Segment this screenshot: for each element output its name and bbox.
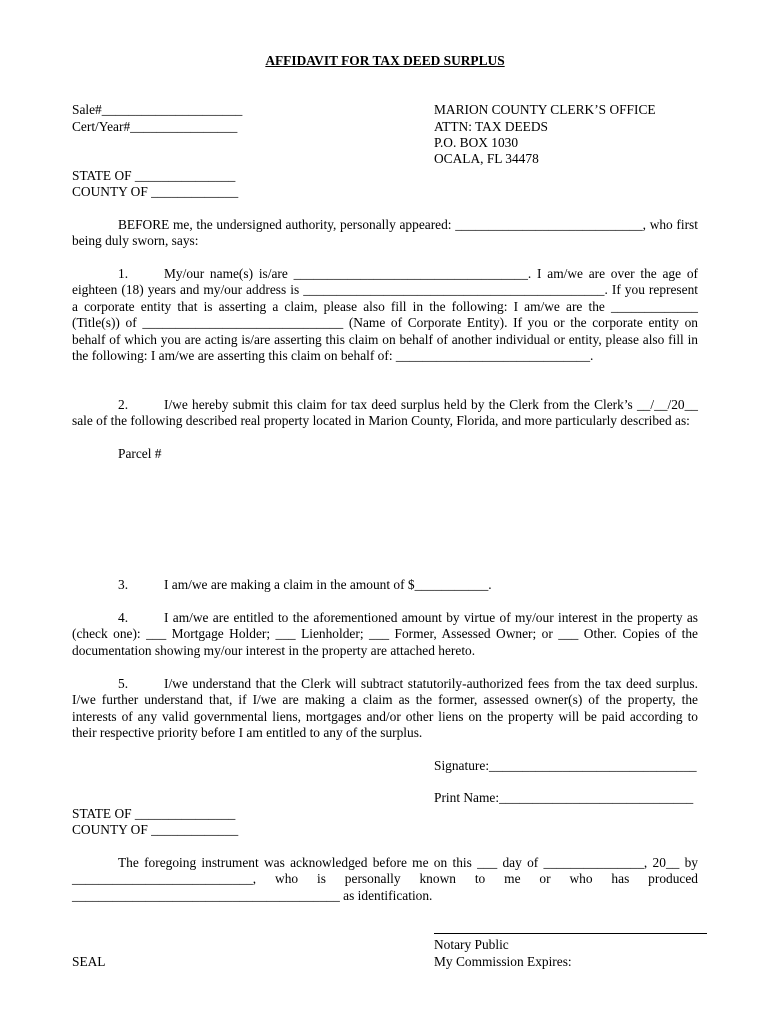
paragraph-1 — [72, 266, 698, 364]
cert-year-field[interactable]: Cert/Year#________________ — [72, 119, 238, 134]
paragraph-2 — [72, 397, 698, 430]
state-of-field[interactable]: STATE OF _______________ — [72, 168, 236, 183]
paragraph-1-text: My/our name(s) is/are ___________________________________. I am/we are over the age of eighteen (18) years and my/our address is _____________________________________________. If you represent a corporate entity that is asserting a claim, please also fill in the following: I am/we are the _____________ (Title(s)) of ______________________________ (Name of Corporate Entity). If you or the corporate entity on behalf of which you are acting is/are asserting this claim on behalf of another individual or entity, please also fill in the following: I am/we are asserting this claim on behalf of: _____________________________. — [72, 266, 698, 364]
notary-public-label: Notary Public — [434, 937, 509, 952]
commission-expires-label: My Commission Expires: — [434, 954, 572, 969]
acknowledgment-paragraph — [72, 855, 698, 904]
seal-label: SEAL — [72, 954, 106, 969]
paragraph-4-text: I am/we are entitled to the aforementioned amount by virtue of my/our interest in the property as (check one): ___ Mortgage Holder; ___ Lienholder; ___ Former, Assessed Owner; or ___ Other. Copies of the documentation showing my/our interest in the property are attached hereto. — [72, 610, 698, 658]
address-line-3: P.O. BOX 1030 — [434, 135, 519, 150]
address-line-2: ATTN: TAX DEEDS — [434, 119, 548, 134]
parcel-label: Parcel # — [118, 446, 162, 461]
paragraph-5-text: I/we understand that the Clerk will subtract statutorily-authorized fees from the tax deed surplus. I/we further understand that, if I/we are making a claim as the former, assessed owner(s) of the property, the interests of any valid governmental liens, mortgages and/or other liens on the property will be paid according to their respective priority before I am entitled to any of the surplus. — [72, 676, 698, 741]
address-line-4: OCALA, FL 34478 — [434, 151, 539, 166]
paragraph-3 — [72, 577, 698, 593]
paragraph-2-number: 2. — [118, 397, 129, 412]
intro-paragraph — [72, 217, 698, 250]
address-line-1: MARION COUNTY CLERK’S OFFICE — [434, 102, 656, 117]
signature-field[interactable]: Signature:_______________________________ — [434, 758, 697, 773]
document-title: AFFIDAVIT FOR TAX DEED SURPLUS — [265, 53, 505, 68]
paragraph-1-number: 1. — [118, 266, 129, 281]
notary-state-of-field[interactable]: STATE OF _______________ — [72, 806, 236, 821]
notary-signature-line[interactable] — [434, 933, 707, 934]
notary-county-of-field[interactable]: COUNTY OF _____________ — [72, 822, 239, 837]
acknowledgment-text: The foregoing instrument was acknowledged before me on this ___ day of _______________, 20__ by ___________________________, who is personally known to me or who has produced ________________________________________ as identification. — [72, 855, 698, 903]
intro-text: BEFORE me, the undersigned authority, personally appeared: ____________________________, who first being duly sworn, says: — [72, 217, 698, 249]
sale-field[interactable]: Sale#_____________________ — [72, 102, 243, 117]
paragraph-2-text: I/we hereby submit this claim for tax deed surplus held by the Clerk from the Clerk’s __/__/20__ sale of the following described real property located in Marion County, Florida, and more particularly described as: — [72, 397, 698, 429]
county-of-field[interactable]: COUNTY OF _____________ — [72, 184, 239, 199]
paragraph-3-number: 3. — [118, 577, 129, 592]
print-name-field[interactable]: Print Name:_____________________________ — [434, 790, 694, 805]
paragraph-4-number: 4. — [118, 610, 129, 625]
paragraph-4 — [72, 610, 698, 659]
paragraph-5 — [72, 676, 698, 742]
paragraph-5-number: 5. — [118, 676, 129, 691]
paragraph-3-text: I am/we are making a claim in the amount of $___________. — [164, 577, 492, 592]
